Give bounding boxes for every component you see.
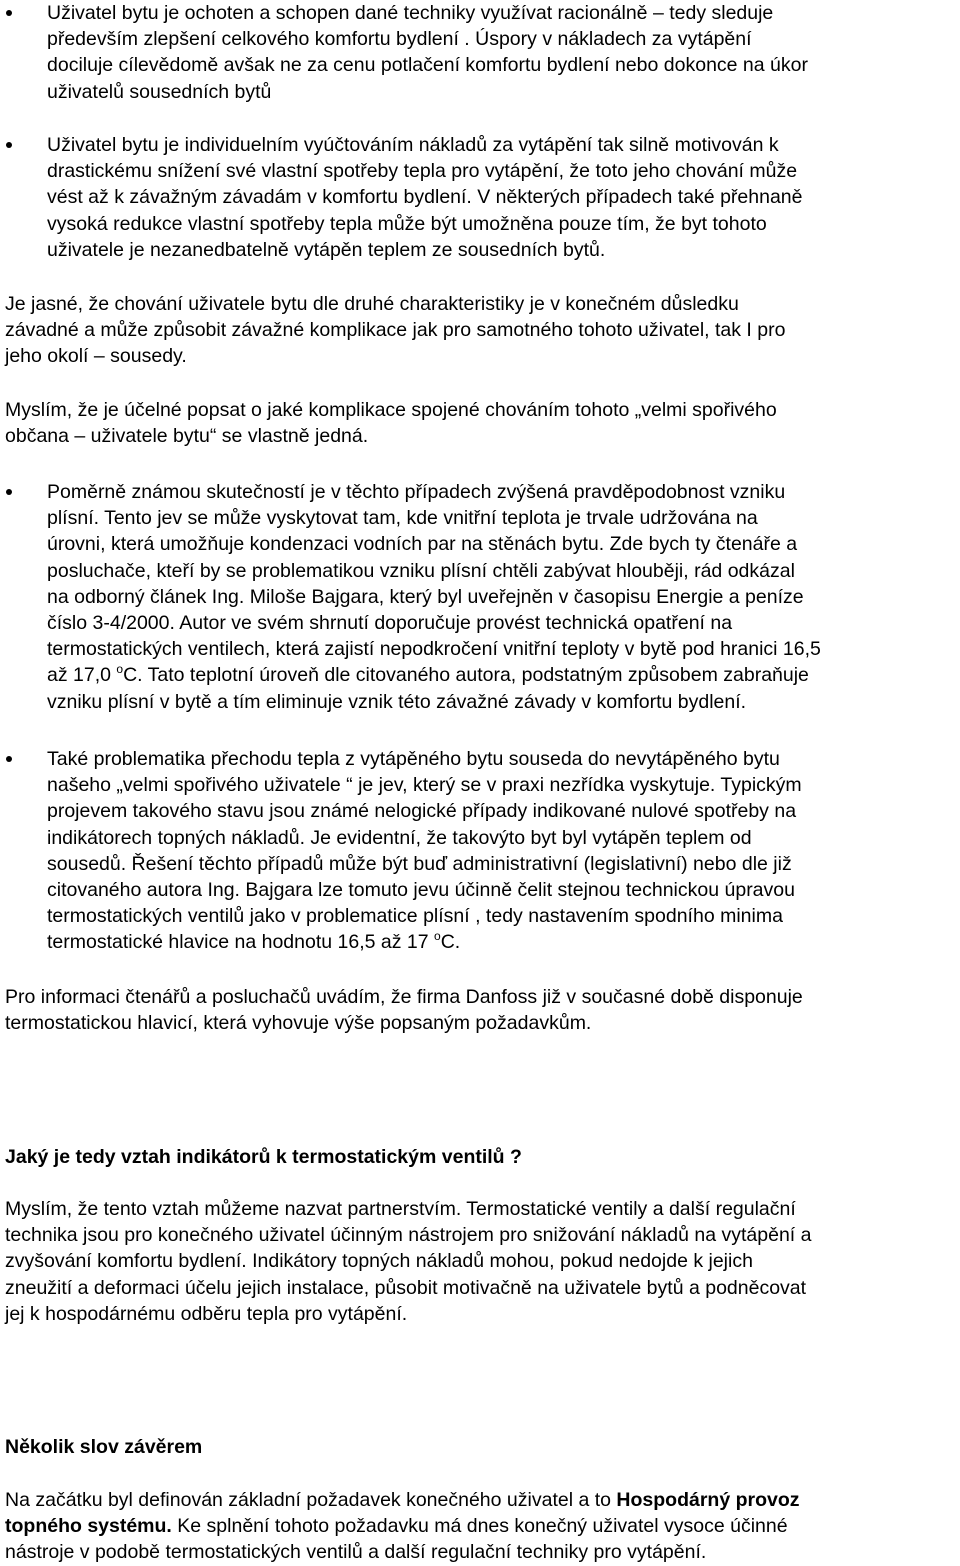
text-segment: termostatické hlavice na hodnotu 16,5 až 17 <box>47 931 434 954</box>
text-line: uživatelů sousedních bytů <box>47 80 272 103</box>
text-line: termostatických ventilů jako v problematice plísní , tedy nastavením spodního minima <box>47 905 783 928</box>
bold-phrase: Hospodárný provoz <box>616 1489 800 1511</box>
text-line: občana – uživatele bytu“ se vlastně jedná. <box>5 425 369 448</box>
text-line: projevem takového stavu jsou známé nelogické případy indikované nulové spotřeby na <box>47 800 797 823</box>
text-line: jeho okolí – sousedy. <box>5 345 187 368</box>
paragraph-complications-intro <box>5 397 957 449</box>
paragraph-conclusion-behavior <box>5 291 957 370</box>
text-line: citovaného autora Ing. Bajgara lze tomuto jevu účinně čelit stejnou technickou úpravou <box>47 879 795 902</box>
bullet-text <box>47 0 959 105</box>
text-line-temperature <box>47 662 959 688</box>
text-line: číslo 3-4/2000. Autor ve svém shrnutí doporučuje provést technická opatření na <box>47 612 733 635</box>
text-line: zneužití a deformaci účelu jejich instalace, působit motivačně na uživatele bytů a podněcovat <box>5 1276 807 1299</box>
text-line: termostatických ventilech, která zajistí nepodkročení vnitřní teploty v bytě pod hranici 16,5 <box>47 638 821 661</box>
text-line: závadné a může způsobit závažné komplikace jak pro samotného tohoto uživatel, tak I pro <box>5 319 786 342</box>
bullet-text <box>47 479 959 715</box>
text-segment: Na začátku byl definován základní požadavek konečného uživatel a to <box>5 1489 617 1511</box>
bold-phrase: topného systému. <box>5 1515 172 1538</box>
text-line: na odborný článek Ing. Miloše Bajgara, který byl uveřejněn v časopisu Energie a peníze <box>47 585 804 608</box>
text-segment: C. Tato teplotní úroveň dle citovaného autora, podstatným způsobem zabraňuje <box>123 664 809 687</box>
text-segment: C. <box>440 931 461 954</box>
text-line <box>5 1487 957 1513</box>
text-line: vzniku plísní v bytě a tím eliminuje vznik této závažné závady v komfortu bydlení. <box>47 690 747 713</box>
bullet-text <box>47 132 959 263</box>
text-segment: až 17,0 <box>47 664 117 687</box>
text-line: jej k hospodárnému odběru tepla pro vytápění. <box>5 1302 408 1325</box>
text-line: Myslím, že tento vztah můžeme nazvat partnerstvím. Termostatické ventily a další regulační <box>5 1198 796 1220</box>
paragraph-final <box>5 1487 957 1566</box>
text-line: především zlepšení celkového komfortu bydlení . Úspory v nákladech za vytápění <box>47 28 752 51</box>
text-line: technika jsou pro konečného uživatel účinným nástrojem pro snižování nákladů na vytápění a <box>5 1224 812 1247</box>
text-line: dociluje cílevědomě avšak ne za cenu potlačení komfortu bydlení nebo dokonce na úkor <box>47 54 808 77</box>
section-heading-conclusion: Několik slov závěrem <box>5 1436 203 1458</box>
text-line: posluchače, kteří by se problematikou vzniku plísní chtěli zabývat hlouběji, rád odkázal <box>47 559 795 582</box>
text-line: nástroje v podobě termostatických ventilů a další regulační techniky pro vytápění. <box>5 1541 707 1564</box>
text-line: vysoká redukce vlastní spotřeby tepla může být umožněna pouze tím, že byt tohoto <box>47 212 767 235</box>
text-line: termostatickou hlavicí, která vyhovuje výše popsaným požadavkům. <box>5 1012 592 1035</box>
text-line: drastickému snížení své vlastní spotřeby tepla pro vytápění, že toto jeho chování může <box>47 160 798 183</box>
text-line: zvyšování komfortu bydlení. Indikátory topných nákladů mohou, pokud nedojde k jejich <box>5 1250 753 1273</box>
text-line: Uživatel bytu je individuelním vyúčtováním nákladů za vytápění tak silně motivován k <box>47 134 779 156</box>
degree-superscript: o <box>116 662 124 677</box>
bullet-dot-icon <box>6 10 12 16</box>
degree-superscript: o <box>434 929 441 944</box>
text-line: vést až k závažným závadám v komfortu bydlení. V některých případech také přehnaně <box>47 186 803 209</box>
text-line: plísní. Tento jev se může vyskytovat tam, kde vnitřní teplota je trvale udržována na <box>47 507 758 530</box>
text-line: Uživatel bytu je ochoten a schopen dané techniky využívat racionálně – tedy sleduje <box>47 2 774 24</box>
bullet-dot-icon <box>6 489 12 495</box>
text-line: Pro informaci čtenářů a posluchačů uvádím, že firma Danfoss již v současné době disponuje <box>5 986 803 1008</box>
text-line: Myslím, že je účelné popsat o jaké komplikace spojené chováním tohoto „velmi spořivého <box>5 399 777 421</box>
text-line: uživatele je nezanedbatelně vytápěn teplem ze sousedních bytů. <box>47 238 606 261</box>
text-line: sousedů. Řešení těchto případů může být buď administrativní (legislativní) nebo dle již <box>47 852 792 875</box>
bullet-dot-icon <box>6 142 12 148</box>
text-line: Také problematika přechodu tepla z vytápěného bytu souseda do nevytápěného bytu <box>47 748 780 770</box>
paragraph-danfoss-info <box>5 984 957 1036</box>
text-line: našeho „velmi spořivého uživatele “ je jev, který se v praxi nezřídka vyskytuje. Typickým <box>47 774 802 797</box>
bullet-dot-icon <box>6 756 12 762</box>
text-line: úrovni, která umožňuje kondenzaci vodních par na stěnách bytu. Zde bych ty čtenáře a <box>47 533 798 556</box>
paragraph-partnership <box>5 1196 957 1327</box>
text-line: indikátorech topných nákladů. Je evidentní, že takovýto byt byl vytápěn teplem od <box>47 826 752 849</box>
bullet-text <box>47 746 959 956</box>
section-heading-relationship: Jaký je tedy vztah indikátorů k termostatickým ventilů ? <box>5 1146 522 1168</box>
text-line: Je jasné, že chování uživatele bytu dle druhé charakteristiky je v konečném důsledku <box>5 293 739 315</box>
text-line-temperature <box>47 929 959 955</box>
text-line: Poměrně známou skutečností je v těchto případech zvýšená pravděpodobnost vzniku <box>47 481 786 503</box>
text-line <box>5 1513 957 1539</box>
text-segment: Ke splnění tohoto požadavku má dnes konečný uživatel vysoce účinné <box>171 1515 788 1538</box>
